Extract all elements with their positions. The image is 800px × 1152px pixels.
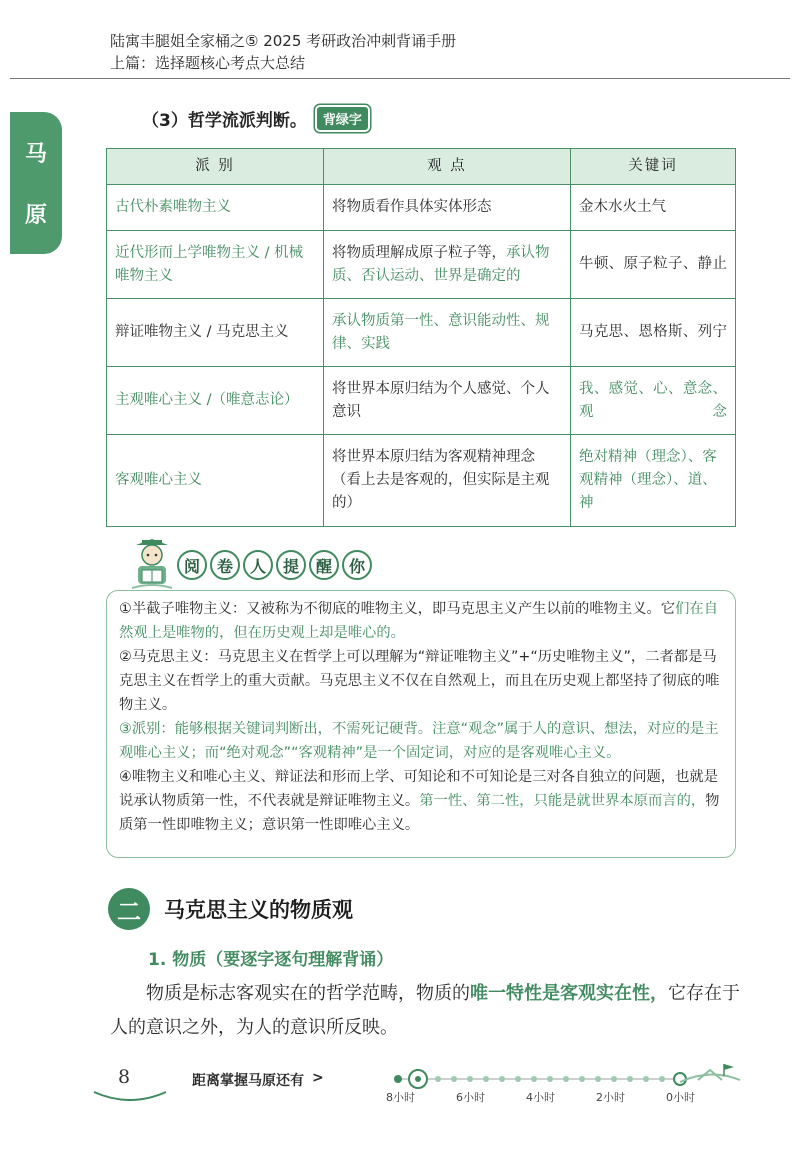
timeline-label-2h: 2小时 xyxy=(596,1091,625,1104)
timeline-dot xyxy=(499,1076,505,1082)
timeline-dot xyxy=(467,1076,473,1082)
timeline-label-8h: 8小时 xyxy=(386,1091,415,1104)
timeline-dot xyxy=(595,1076,601,1082)
reminder-point-1 xyxy=(119,597,725,645)
reminder-1-dark: ①半截子唯物主义：又被称为不彻底的唯物主义，即马克思主义产生以前的唯物主义。它 xyxy=(119,601,676,617)
matter-definition-paragraph xyxy=(110,977,742,1045)
timeline-dot xyxy=(563,1076,569,1082)
table-row xyxy=(107,435,736,527)
column-header-keywords: 关键词 xyxy=(571,149,736,185)
column-header-view: 观 点 xyxy=(324,149,571,185)
timeline-dot xyxy=(547,1076,553,1082)
reminder-point-4 xyxy=(119,765,725,837)
keywords-cell: 马克思、恩格斯、列宁 xyxy=(571,299,736,367)
view-cell: 将世界本原归结为个人感觉、个人意识 xyxy=(324,367,571,435)
reminder-4-part-b: 第一性、第二性，只能是就世界本原而言的， xyxy=(419,793,706,809)
flag-icon xyxy=(724,1064,734,1070)
keywords-cell: 金木水火土气 xyxy=(571,185,736,231)
view-cell: 将物质看作具体实体形态 xyxy=(324,185,571,231)
view-cell: 承认物质第一性、意识能动性、规律、实践 xyxy=(324,299,571,367)
reminder-4-part-a: ④唯物主义和唯心主义、辩证法和形而上学、可知论和不可知论是三对各自独立的问题，也就是说承认物质第一性，不代表就是辩证唯物主义。 xyxy=(119,769,718,809)
table-row xyxy=(107,367,736,435)
section-heading xyxy=(108,888,353,930)
timeline-dot xyxy=(579,1076,585,1082)
timeline-end-marker xyxy=(674,1073,686,1085)
view-cell-part-dark: 将物质理解成原子粒子等， xyxy=(332,244,506,261)
timeline-label-6h: 6小时 xyxy=(456,1091,485,1104)
side-tab-char-2: 原 xyxy=(24,203,47,228)
table-row xyxy=(107,185,736,231)
column-header-school: 派 别 xyxy=(107,149,324,185)
matter-subheading: 1. 物质（要逐字逐句理解背诵） xyxy=(148,950,394,970)
reviewer-reminder-heading xyxy=(130,538,372,592)
school-cell: 主观唯心主义 /（唯意志论） xyxy=(107,367,324,435)
reminder-1-green: 们在自然观上是唯物的，但在历史观上却是唯心的。 xyxy=(119,601,718,641)
timeline-dot xyxy=(394,1075,402,1083)
header-part-title: 上篇：选择题核心考点大总结 xyxy=(110,54,306,72)
side-tab-char-1: 马 xyxy=(24,142,47,167)
view-cell-part-green: 承认物质、否认运动、世界是确定的 xyxy=(332,244,550,284)
reminder-title-char: 阅 xyxy=(177,550,207,580)
running-header xyxy=(110,30,456,74)
table-header-row xyxy=(107,149,736,185)
memorize-green-badge: 背绿字 xyxy=(317,107,368,130)
progress-label-text: 距离掌握马原还有 xyxy=(192,1073,304,1089)
timeline-dot xyxy=(515,1076,521,1082)
reminder-4-part-c: 物质第一性即唯物主义；意识第一性即唯心主义。 xyxy=(119,793,720,833)
definition-text-2: 它存在于人的意识之外，为人的意识所反映。 xyxy=(110,983,740,1038)
timeline-dot xyxy=(627,1076,633,1082)
definition-highlight: 唯一特性是客观实在性， xyxy=(470,983,668,1004)
timeline-label-0h: 0小时 xyxy=(666,1091,695,1104)
timeline-dot xyxy=(451,1076,457,1082)
keywords-cell: 绝对精神（理念）、客观精神（理念）、道、神 xyxy=(571,435,736,527)
timeline-dot xyxy=(643,1076,649,1082)
timeline-dot xyxy=(483,1076,489,1082)
school-cell: 近代形而上学唯物主义 / 机械唯物主义 xyxy=(107,231,324,299)
timeline-dot xyxy=(435,1076,441,1082)
reminder-title-char: 你 xyxy=(342,550,372,580)
definition-text-1: 物质是标志客观实在的哲学范畴，物质的 xyxy=(146,983,470,1004)
school-cell: 古代朴素唯物主义 xyxy=(107,185,324,231)
timeline-dot xyxy=(611,1076,617,1082)
school-cell: 辩证唯物主义 / 马克思主义 xyxy=(107,299,324,367)
reminder-point-3: ③派别：能够根据关键词判断出，不需死记硬背。注意“观念”属于人的意识、想法，对应的是主观唯心主义；而“绝对观念”“客观精神”是一个固定词，对应的是客观唯心主义。 xyxy=(119,721,719,761)
header-book-title: 陆寓丰腿姐全家桶之⑤ 2025 考研政治冲刺背诵手册 xyxy=(110,32,457,50)
view-cell: 将世界本原归结为客观精神理念（看上去是客观的，但实际是主观的） xyxy=(324,435,571,527)
progress-label xyxy=(192,1070,324,1090)
mountain-icon xyxy=(680,1074,740,1082)
reminder-point-2: ②马克思主义：马克思主义在哲学上可以理解为“辩证唯物主义”+“历史唯物主义”，二者都是马克思主义在哲学上的重大贡献。马克思主义不仅在自然观上，而且在历史观上都坚持了彻底的唯物主义。 xyxy=(119,649,720,713)
progress-arrow: > xyxy=(312,1070,324,1086)
subsection-heading xyxy=(142,106,368,131)
school-cell: 客观唯心主义 xyxy=(107,435,324,527)
reminder-title-char: 人 xyxy=(243,550,273,580)
page-number: 8 xyxy=(118,1066,131,1088)
section-title: 马克思主义的物质观 xyxy=(164,898,353,922)
reminder-title-char: 醒 xyxy=(309,550,339,580)
timeline-current-dot xyxy=(415,1076,421,1082)
section-number-badge: 二 xyxy=(108,888,150,930)
header-rule xyxy=(10,78,790,79)
chapter-side-tab xyxy=(10,112,62,254)
reading-student-icon xyxy=(130,538,174,592)
keywords-cell: 牛顿、原子粒子、静止 xyxy=(571,231,736,299)
table-row xyxy=(107,231,736,299)
timeline-dot xyxy=(531,1076,537,1082)
timeline-label-4h: 4小时 xyxy=(526,1091,555,1104)
view-cell xyxy=(324,231,571,299)
reviewer-reminder-box xyxy=(106,590,736,858)
reminder-title-char: 卷 xyxy=(210,550,240,580)
subsection-title: （3）哲学流派判断。 xyxy=(142,111,307,131)
philosophy-schools-table xyxy=(106,148,736,527)
keywords-cell: 我、感觉、心、意念、观念 xyxy=(571,367,736,435)
page-number-arc-decoration xyxy=(92,1088,168,1106)
timeline-dot xyxy=(659,1076,665,1082)
table-row xyxy=(107,299,736,367)
reminder-title-char: 提 xyxy=(276,550,306,580)
